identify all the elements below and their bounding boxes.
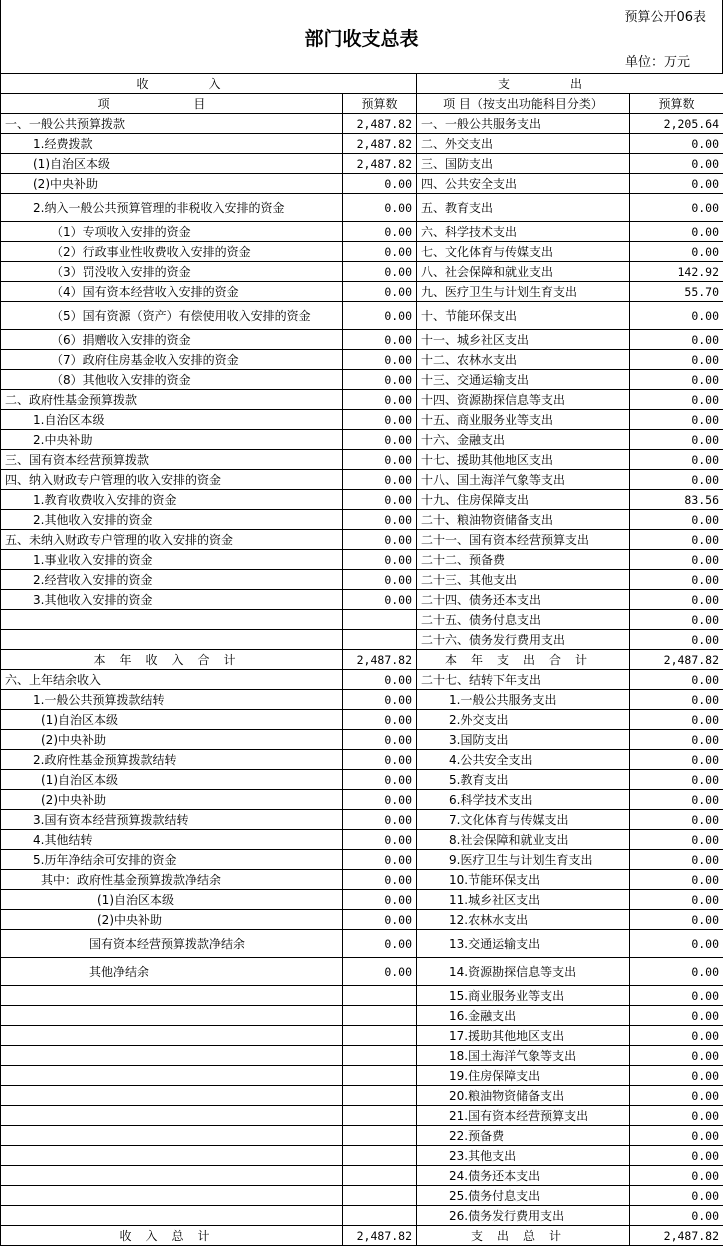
income-amount-cell: 0.00 [343, 390, 417, 410]
expense-amount-cell: 0.00 [630, 770, 723, 790]
income-item-cell: (1)自治区本级 [1, 890, 343, 910]
expense-item-cell: 七、文化体育与传媒支出 [417, 242, 630, 262]
income-amount-cell: 0.00 [343, 450, 417, 470]
income-amount-cell: 0.00 [343, 770, 417, 790]
income-item-cell [1, 1206, 343, 1226]
income-total-amount: 2,487.82 [343, 650, 417, 670]
income-total-label: 收入总计 [1, 1226, 343, 1246]
table-row [1, 570, 723, 590]
income-item-cell [1, 1046, 343, 1066]
expense-item-cell: 二十、粮油物资储备支出 [417, 510, 630, 530]
income-item-cell [1, 1186, 343, 1206]
table-row [1, 730, 723, 750]
table-row [1, 1186, 723, 1206]
expense-amount-cell: 0.00 [630, 630, 723, 650]
income-item-cell: 3.其他收入安排的资金 [1, 590, 343, 610]
table-row [1, 850, 723, 870]
income-item-cell: (2)中央补助 [1, 790, 343, 810]
expense-item-cell: 16.金融支出 [417, 1006, 630, 1026]
expense-item-cell: 二、外交支出 [417, 134, 630, 154]
income-amount-cell [343, 1146, 417, 1166]
table-row [1, 870, 723, 890]
expense-amount-cell: 0.00 [630, 790, 723, 810]
table-row [1, 410, 723, 430]
column-header-row [1, 94, 723, 114]
income-item-cell: （4）国有资本经营收入安排的资金 [1, 282, 343, 302]
expense-item-cell: 24.债务还本支出 [417, 1166, 630, 1186]
income-amount-cell: 0.00 [343, 958, 417, 986]
income-amount-cell: 0.00 [343, 570, 417, 590]
expense-amount-cell: 2,205.64 [630, 114, 723, 134]
income-amount-cell: 2,487.82 [343, 114, 417, 134]
expense-item-cell: 22.预备费 [417, 1126, 630, 1146]
income-item-cell: 2.其他收入安排的资金 [1, 510, 343, 530]
table-row [1, 670, 723, 690]
income-item-cell: （3）罚没收入安排的资金 [1, 262, 343, 282]
income-amount-cell [343, 1166, 417, 1186]
table-row [1, 490, 723, 510]
income-item-cell: 一、一般公共预算拨款 [1, 114, 343, 134]
expense-amount-cell: 0.00 [630, 1066, 723, 1086]
income-item-header: 项 目 [1, 94, 343, 114]
income-item-cell [1, 1026, 343, 1046]
expense-amount-cell: 0.00 [630, 1026, 723, 1046]
expense-item-cell: 十六、金融支出 [417, 430, 630, 450]
income-item-cell [1, 986, 343, 1006]
income-item-cell: 六、上年结余收入 [1, 670, 343, 690]
income-item-cell: （1）专项收入安排的资金 [1, 222, 343, 242]
table-code: 预算公开06表 [624, 6, 706, 25]
expense-item-cell: 二十三、其他支出 [417, 570, 630, 590]
income-amount-cell: 0.00 [343, 710, 417, 730]
income-section-label: 收入 [1, 74, 417, 94]
income-amount-cell [343, 1026, 417, 1046]
income-total-amount: 2,487.82 [343, 1226, 417, 1246]
expense-amount-cell: 0.00 [630, 570, 723, 590]
income-item-cell: 1.教育收费收入安排的资金 [1, 490, 343, 510]
expense-item-cell: 十二、农林水支出 [417, 350, 630, 370]
expense-amount-cell: 0.00 [630, 750, 723, 770]
income-item-cell [1, 1146, 343, 1166]
expense-amount-cell: 0.00 [630, 1006, 723, 1026]
expense-amount-cell: 142.92 [630, 262, 723, 282]
income-amount-cell: 0.00 [343, 870, 417, 890]
income-item-cell: 4.其他结转 [1, 830, 343, 850]
income-amount-cell: 0.00 [343, 730, 417, 750]
unit-label: 单位：万元 [625, 51, 690, 70]
income-item-cell: 5.历年净结余可安排的资金 [1, 850, 343, 870]
table-row [1, 262, 723, 282]
income-item-cell [1, 1086, 343, 1106]
income-item-cell: 1.经费拨款 [1, 134, 343, 154]
expense-amount-cell: 0.00 [630, 430, 723, 450]
expense-item-cell: 7.文化体育与传媒支出 [417, 810, 630, 830]
income-item-cell: （7）政府住房基金收入安排的资金 [1, 350, 343, 370]
expense-amount-cell: 0.00 [630, 870, 723, 890]
income-item-cell: （6）捐赠收入安排的资金 [1, 330, 343, 350]
income-item-cell: 五、未纳入财政专户管理的收入安排的资金 [1, 530, 343, 550]
expense-item-cell: 12.农林水支出 [417, 910, 630, 930]
table-row [1, 194, 723, 222]
table-row [1, 1146, 723, 1166]
table-row [1, 1106, 723, 1126]
table-row [1, 1066, 723, 1086]
expense-item-cell: 5.教育支出 [417, 770, 630, 790]
section-header-row [1, 74, 723, 94]
expense-item-cell: 十三、交通运输支出 [417, 370, 630, 390]
expense-amount-cell: 83.56 [630, 490, 723, 510]
income-item-cell: (1)自治区本级 [1, 154, 343, 174]
expense-amount-cell: 0.00 [630, 330, 723, 350]
expense-item-cell: 18.国土海洋气象等支出 [417, 1046, 630, 1066]
income-amount-cell [343, 1046, 417, 1066]
income-amount-cell: 0.00 [343, 350, 417, 370]
expense-amount-cell: 0.00 [630, 242, 723, 262]
income-expense-table [0, 73, 723, 1246]
expense-item-cell: 二十二、预备费 [417, 550, 630, 570]
expense-item-cell: 11.城乡社区支出 [417, 890, 630, 910]
expense-item-cell: 二十一、国有资本经营预算支出 [417, 530, 630, 550]
income-amount-cell [343, 610, 417, 630]
expense-item-cell: 13.交通运输支出 [417, 930, 630, 958]
income-amount-cell: 0.00 [343, 530, 417, 550]
expense-amount-cell: 0.00 [630, 1206, 723, 1226]
expense-amount-cell: 0.00 [630, 930, 723, 958]
expense-amount-cell: 0.00 [630, 222, 723, 242]
expense-item-cell: 二十六、债务发行费用支出 [417, 630, 630, 650]
sheet-header [0, 0, 723, 73]
expense-item-cell: 17.援助其他地区支出 [417, 1026, 630, 1046]
expense-amount-cell: 55.70 [630, 282, 723, 302]
expense-item-cell: 九、医疗卫生与计划生育支出 [417, 282, 630, 302]
expense-amount-cell: 0.00 [630, 194, 723, 222]
expense-item-cell: 十一、城乡社区支出 [417, 330, 630, 350]
income-amount-cell: 0.00 [343, 930, 417, 958]
expense-item-cell: 十、节能环保支出 [417, 302, 630, 330]
income-amount-cell: 0.00 [343, 302, 417, 330]
income-item-cell: 1.一般公共预算拨款结转 [1, 690, 343, 710]
expense-amount-cell: 0.00 [630, 510, 723, 530]
table-row [1, 1126, 723, 1146]
expense-amount-cell: 0.00 [630, 370, 723, 390]
expense-item-cell: 十九、住房保障支出 [417, 490, 630, 510]
income-amount-cell [343, 630, 417, 650]
table-row [1, 174, 723, 194]
table-row [1, 1206, 723, 1226]
income-amount-cell [343, 1126, 417, 1146]
income-amount-cell [343, 1006, 417, 1026]
table-row [1, 510, 723, 530]
expense-item-cell: 二十四、债务还本支出 [417, 590, 630, 610]
expense-amount-cell: 0.00 [630, 890, 723, 910]
table-row [1, 770, 723, 790]
table-row [1, 1166, 723, 1186]
expense-amount-cell: 0.00 [630, 1106, 723, 1126]
income-amount-cell [343, 1186, 417, 1206]
income-amount-cell: 0.00 [343, 470, 417, 490]
table-row [1, 1026, 723, 1046]
income-amount-cell: 0.00 [343, 550, 417, 570]
expense-item-cell: 20.粮油物资储备支出 [417, 1086, 630, 1106]
table-row [1, 330, 723, 350]
table-row [1, 282, 723, 302]
income-item-cell: 1.事业收入安排的资金 [1, 550, 343, 570]
expense-amount-cell: 0.00 [630, 810, 723, 830]
expense-amount-cell: 0.00 [630, 730, 723, 750]
income-amount-cell [343, 1106, 417, 1126]
expense-item-cell: 二十七、结转下年支出 [417, 670, 630, 690]
expense-amount-cell: 0.00 [630, 610, 723, 630]
expense-amount-cell: 0.00 [630, 910, 723, 930]
expense-amount-cell: 0.00 [630, 154, 723, 174]
income-amount-cell: 2,487.82 [343, 154, 417, 174]
income-amount-cell [343, 986, 417, 1006]
expense-item-cell: 6.科学技术支出 [417, 790, 630, 810]
expense-amount-cell: 0.00 [630, 1186, 723, 1206]
expense-item-cell: 十八、国土海洋气象等支出 [417, 470, 630, 490]
income-amount-cell: 0.00 [343, 174, 417, 194]
income-amount-cell: 0.00 [343, 490, 417, 510]
expense-amount-cell: 0.00 [630, 850, 723, 870]
expense-total-label: 本年支出合计 [417, 650, 630, 670]
expense-amount-cell: 0.00 [630, 550, 723, 570]
expense-total-amount: 2,487.82 [630, 1226, 723, 1246]
income-amount-header: 预算数 [343, 94, 417, 114]
expense-amount-cell: 0.00 [630, 830, 723, 850]
income-amount-cell: 0.00 [343, 690, 417, 710]
expense-section-label: 支出 [417, 74, 723, 94]
income-item-cell: 国有资本经营预算拨款净结余 [1, 930, 343, 958]
income-amount-cell [343, 1066, 417, 1086]
expense-item-cell: 二十五、债务付息支出 [417, 610, 630, 630]
expense-item-cell: 14.资源勘探信息等支出 [417, 958, 630, 986]
table-row [1, 910, 723, 930]
income-item-cell: 2.政府性基金预算拨款结转 [1, 750, 343, 770]
table-row [1, 1046, 723, 1066]
expense-amount-cell: 0.00 [630, 410, 723, 430]
expense-item-cell: 四、公共安全支出 [417, 174, 630, 194]
expense-item-cell: 15.商业服务业等支出 [417, 986, 630, 1006]
page-title: 部门收支总表 [1, 24, 722, 51]
income-amount-cell: 0.00 [343, 430, 417, 450]
expense-amount-cell: 0.00 [630, 530, 723, 550]
income-amount-cell: 0.00 [343, 890, 417, 910]
income-amount-cell: 0.00 [343, 750, 417, 770]
income-item-cell: 四、纳入财政专户管理的收入安排的资金 [1, 470, 343, 490]
income-total-label: 本年收入合计 [1, 650, 343, 670]
expense-item-cell: 一、一般公共服务支出 [417, 114, 630, 134]
table-row [1, 430, 723, 450]
table-row [1, 470, 723, 490]
income-item-cell: (2)中央补助 [1, 174, 343, 194]
expense-item-cell: 十四、资源勘探信息等支出 [417, 390, 630, 410]
income-amount-cell: 0.00 [343, 830, 417, 850]
income-item-cell [1, 1066, 343, 1086]
year-total-row [1, 650, 723, 670]
table-row [1, 302, 723, 330]
expense-amount-cell: 0.00 [630, 134, 723, 154]
income-item-cell [1, 1006, 343, 1026]
income-amount-cell: 0.00 [343, 370, 417, 390]
expense-amount-cell: 0.00 [630, 670, 723, 690]
expense-amount-cell: 0.00 [630, 710, 723, 730]
table-row [1, 350, 723, 370]
table-row [1, 690, 723, 710]
income-item-cell: （2）行政事业性收费收入安排的资金 [1, 242, 343, 262]
income-item-cell: （5）国有资源（资产）有偿使用收入安排的资金 [1, 302, 343, 330]
income-item-cell: 2.纳入一般公共预算管理的非税收入安排的资金 [1, 194, 343, 222]
income-item-cell: 其中：政府性基金预算拨款净结余 [1, 870, 343, 890]
table-row [1, 790, 723, 810]
expense-amount-cell: 0.00 [630, 1126, 723, 1146]
income-amount-cell [343, 1206, 417, 1226]
expense-item-cell: 3.国防支出 [417, 730, 630, 750]
income-amount-cell: 0.00 [343, 590, 417, 610]
income-item-cell [1, 1106, 343, 1126]
table-row [1, 530, 723, 550]
income-item-cell: (2)中央补助 [1, 910, 343, 930]
table-row [1, 1006, 723, 1026]
expense-item-cell: 9.医疗卫生与计划生育支出 [417, 850, 630, 870]
income-amount-cell [343, 1086, 417, 1106]
income-amount-cell: 2,487.82 [343, 134, 417, 154]
income-item-cell: 二、政府性基金预算拨款 [1, 390, 343, 410]
expense-item-cell: 23.其他支出 [417, 1146, 630, 1166]
table-row [1, 390, 723, 410]
expense-amount-cell: 0.00 [630, 350, 723, 370]
expense-amount-cell: 0.00 [630, 450, 723, 470]
expense-item-cell: 2.外交支出 [417, 710, 630, 730]
income-item-cell: 2.中央补助 [1, 430, 343, 450]
expense-item-cell: 19.住房保障支出 [417, 1066, 630, 1086]
expense-amount-cell: 0.00 [630, 590, 723, 610]
income-amount-cell: 0.00 [343, 282, 417, 302]
table-row [1, 450, 723, 470]
expense-item-cell: 26.债务发行费用支出 [417, 1206, 630, 1226]
table-row [1, 370, 723, 390]
income-amount-cell: 0.00 [343, 194, 417, 222]
expense-amount-cell: 0.00 [630, 174, 723, 194]
income-item-cell: 2.经营收入安排的资金 [1, 570, 343, 590]
expense-amount-cell: 0.00 [630, 986, 723, 1006]
expense-item-cell: 21.国有资本经营预算支出 [417, 1106, 630, 1126]
income-item-cell: 其他净结余 [1, 958, 343, 986]
expense-total-label: 支出总计 [417, 1226, 630, 1246]
income-item-cell: 三、国有资本经营预算拨款 [1, 450, 343, 470]
table-row [1, 986, 723, 1006]
income-item-cell: （8）其他收入安排的资金 [1, 370, 343, 390]
expense-item-cell: 25.债务付息支出 [417, 1186, 630, 1206]
expense-item-cell: 4.公共安全支出 [417, 750, 630, 770]
income-amount-cell: 0.00 [343, 330, 417, 350]
expense-total-amount: 2,487.82 [630, 650, 723, 670]
income-item-cell: (1)自治区本级 [1, 710, 343, 730]
income-amount-cell: 0.00 [343, 262, 417, 282]
income-item-cell [1, 1166, 343, 1186]
expense-item-cell: 三、国防支出 [417, 154, 630, 174]
income-item-cell: 3.国有资本经营预算拨款结转 [1, 810, 343, 830]
expense-amount-cell: 0.00 [630, 690, 723, 710]
income-item-cell [1, 630, 343, 650]
expense-item-cell: 十五、商业服务业等支出 [417, 410, 630, 430]
expense-item-header: 项 目（按支出功能科目分类） [417, 94, 630, 114]
table-row [1, 590, 723, 610]
expense-item-cell: 10.节能环保支出 [417, 870, 630, 890]
income-amount-cell: 0.00 [343, 222, 417, 242]
expense-amount-cell: 0.00 [630, 470, 723, 490]
income-amount-cell: 0.00 [343, 790, 417, 810]
table-row [1, 242, 723, 262]
expense-amount-header: 预算数 [630, 94, 723, 114]
expense-amount-cell: 0.00 [630, 1146, 723, 1166]
table-row [1, 750, 723, 770]
table-row [1, 810, 723, 830]
income-amount-cell: 0.00 [343, 670, 417, 690]
expense-amount-cell: 0.00 [630, 958, 723, 986]
income-amount-cell: 0.00 [343, 510, 417, 530]
income-item-cell: (1)自治区本级 [1, 770, 343, 790]
table-row [1, 154, 723, 174]
table-row [1, 890, 723, 910]
table-row [1, 830, 723, 850]
table-row [1, 630, 723, 650]
income-amount-cell: 0.00 [343, 410, 417, 430]
expense-item-cell: 1.一般公共服务支出 [417, 690, 630, 710]
grand-total-row [1, 1226, 723, 1246]
expense-amount-cell: 0.00 [630, 1166, 723, 1186]
table-row [1, 1086, 723, 1106]
expense-item-cell: 六、科学技术支出 [417, 222, 630, 242]
table-row [1, 610, 723, 630]
expense-amount-cell: 0.00 [630, 1086, 723, 1106]
income-amount-cell: 0.00 [343, 810, 417, 830]
income-amount-cell: 0.00 [343, 910, 417, 930]
expense-amount-cell: 0.00 [630, 1046, 723, 1066]
expense-item-cell: 五、教育支出 [417, 194, 630, 222]
table-row [1, 114, 723, 134]
table-row [1, 550, 723, 570]
income-item-cell [1, 1126, 343, 1146]
expense-item-cell: 8.社会保障和就业支出 [417, 830, 630, 850]
table-row [1, 134, 723, 154]
income-item-cell: (2)中央补助 [1, 730, 343, 750]
income-amount-cell: 0.00 [343, 242, 417, 262]
expense-item-cell: 八、社会保障和就业支出 [417, 262, 630, 282]
expense-item-cell: 十七、援助其他地区支出 [417, 450, 630, 470]
income-item-cell: 1.自治区本级 [1, 410, 343, 430]
table-row [1, 930, 723, 958]
income-item-cell [1, 610, 343, 630]
expense-amount-cell: 0.00 [630, 390, 723, 410]
table-row [1, 958, 723, 986]
income-amount-cell: 0.00 [343, 850, 417, 870]
expense-amount-cell: 0.00 [630, 302, 723, 330]
table-row [1, 222, 723, 242]
table-row [1, 710, 723, 730]
